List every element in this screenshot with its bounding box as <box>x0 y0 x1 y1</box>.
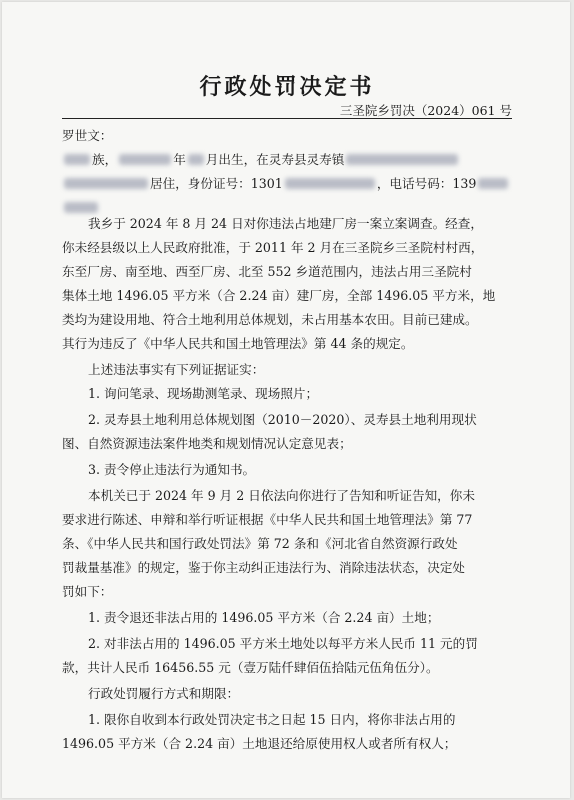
body-line: 条、《中华人民共和国行政处罚法》第 72 条和《河北省自然资源行政处 <box>62 536 458 551</box>
redacted-region <box>285 178 375 189</box>
body-line: 其行为违反了《中华人民共和国土地管理法》第 44 条的规定。 <box>62 336 414 351</box>
body-line: 要求进行陈述、申辩和举行听证根据《中华人民共和国土地管理法》第 77 <box>62 512 473 527</box>
body-line: 我乡于 2024 年 8 月 24 日对你违法占地建厂房一案立案调查。经查， <box>88 216 483 231</box>
personal-line-2: 居住，身份证号：1301 ，电话号码：139 <box>62 172 500 196</box>
body-line: 3. 责令停止违法行为通知书。 <box>88 462 256 477</box>
document-number: 三圣院乡罚决（2024）061 号 <box>339 103 512 118</box>
redacted-region <box>119 154 171 165</box>
body-line: 罚如下： <box>62 584 113 599</box>
body-line: 上述违法事实有下列证据证实： <box>88 362 265 377</box>
body-line: 1. 责令退还非法占用的 1496.05 平方米（合 2.24 亩）土地； <box>88 610 440 625</box>
body-line: 你未经县级以上人民政府批准，于 2011 年 2 月在三圣院乡三圣院村村西， <box>62 240 484 255</box>
body-line: 本机关已于 2024 年 9 月 2 日依法向你进行了告知和听证告知，你未 <box>88 488 475 503</box>
body-line: 东至厂房、南至地、西至厂房、北至 552 乡道范围内，违法占用三圣院村 <box>62 264 472 279</box>
addressee: 罗世文： <box>62 128 113 143</box>
redacted-region <box>188 154 204 165</box>
redacted-region <box>64 178 148 189</box>
redacted-region <box>478 178 508 189</box>
body-line: 1. 限你自收到本行政处罚决定书之日起 15 日内，将你非法占用的 <box>88 712 456 727</box>
body-line: 款，共计人民币 16456.55 元（壹万陆仟肆佰伍拾陆元伍角伍分）。 <box>62 660 439 675</box>
body-line: 类均为建设用地、符合土地利用总体规划，未占用基本农田。目前已建成。 <box>62 312 478 327</box>
header-rule <box>62 118 512 119</box>
body-line: 2. 对非法占用的 1496.05 平方米土地处以每平方米人民币 11 元的罚 <box>88 636 478 651</box>
body-line: 图、自然资源违法案件地类和规划情况认定意见表； <box>62 436 352 451</box>
body-line: 行政处罚履行方式和期限： <box>88 686 240 701</box>
body-line: 1. 询问笔录、现场勘测笔录、现场照片； <box>88 386 319 401</box>
document-title: 行政处罚决定书 <box>199 74 375 100</box>
body-line: 1496.05 平方米（合 2.24 亩）土地退还给原使用权人或者所有权人； <box>62 736 457 751</box>
redacted-region <box>346 154 458 165</box>
personal-line-1: 族， 年 月出生，在灵寿县灵寿镇 <box>62 148 500 172</box>
body-line: 2. 灵寿县土地利用总体规划图（2010－2020）、灵寿县土地利用现状 <box>88 412 477 427</box>
body-line: 集体土地 1496.05 平方米（合 2.24 亩）建厂房，全部 1496.05 平方米，地 <box>62 288 496 303</box>
body-line: 罚裁量基准》的规定，鉴于你主动纠正违法行为、消除违法状态，决定处 <box>62 560 465 575</box>
redacted-region <box>64 154 90 165</box>
